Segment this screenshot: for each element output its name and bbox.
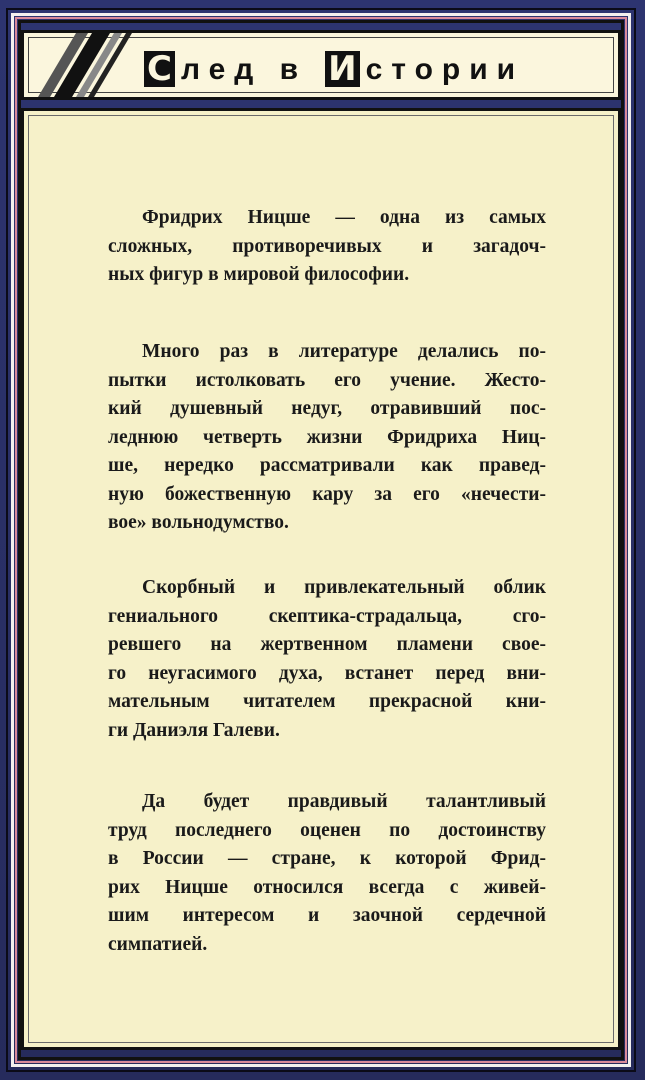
series-title-word-1: лед в bbox=[180, 53, 308, 86]
text-line: мательным читателем прекрасной кни- bbox=[108, 691, 546, 712]
series-header bbox=[21, 30, 621, 100]
text-line: ную божественную кару за его «нечести- bbox=[108, 483, 546, 505]
text-line: Скорбный и привлекательный облик bbox=[142, 577, 546, 598]
paragraph-1 bbox=[108, 204, 546, 290]
text-line: ревшего на жертвенном пламени свое- bbox=[108, 634, 546, 655]
series-title-word-2: стории bbox=[365, 53, 525, 86]
text-line: Да будет правдивый талантливый bbox=[142, 791, 546, 812]
text-line: Фридрих Ницше — одна из самых bbox=[142, 207, 546, 228]
paragraph-3 bbox=[108, 574, 546, 745]
diagonal-stripes-logo bbox=[28, 33, 138, 97]
text-line: гениального скептика-страдальца, сго- bbox=[108, 605, 546, 627]
series-title bbox=[144, 47, 524, 87]
text-line: симпатией. bbox=[108, 933, 208, 955]
text-line: леднюю четверть жизни Фридриха Ниц- bbox=[108, 426, 546, 448]
text-line: ных фигур в мировой философии. bbox=[108, 264, 410, 285]
text-line: кий душевный недуг, отравивший пос- bbox=[108, 398, 546, 419]
text-line: ше, нередко рассматривали как правед- bbox=[108, 455, 546, 476]
text-line: Много раз в литературе делались по- bbox=[142, 341, 546, 362]
text-line: вое» вольнодумство. bbox=[108, 512, 289, 533]
paragraph-2 bbox=[108, 338, 546, 538]
paragraph-4 bbox=[108, 788, 546, 959]
text-line: шим интересом и заочной сердечной bbox=[108, 905, 546, 926]
series-title-initial-1: С bbox=[144, 51, 175, 87]
text-line: сложных, противоречивых и загадоч- bbox=[108, 235, 546, 257]
series-title-initial-2: И bbox=[325, 51, 359, 87]
text-line: пытки истолковать его учение. Жесто- bbox=[108, 369, 546, 391]
text-line: в России — стране, к которой Фрид- bbox=[108, 848, 546, 869]
text-line: рих Ницше относился всегда с живей- bbox=[108, 876, 546, 898]
text-line: труд последнего оценен по достоинству bbox=[108, 819, 546, 841]
text-line: го неугасимого духа, встанет перед вни- bbox=[108, 662, 546, 684]
text-line: ги Даниэля Галеви. bbox=[108, 719, 280, 741]
